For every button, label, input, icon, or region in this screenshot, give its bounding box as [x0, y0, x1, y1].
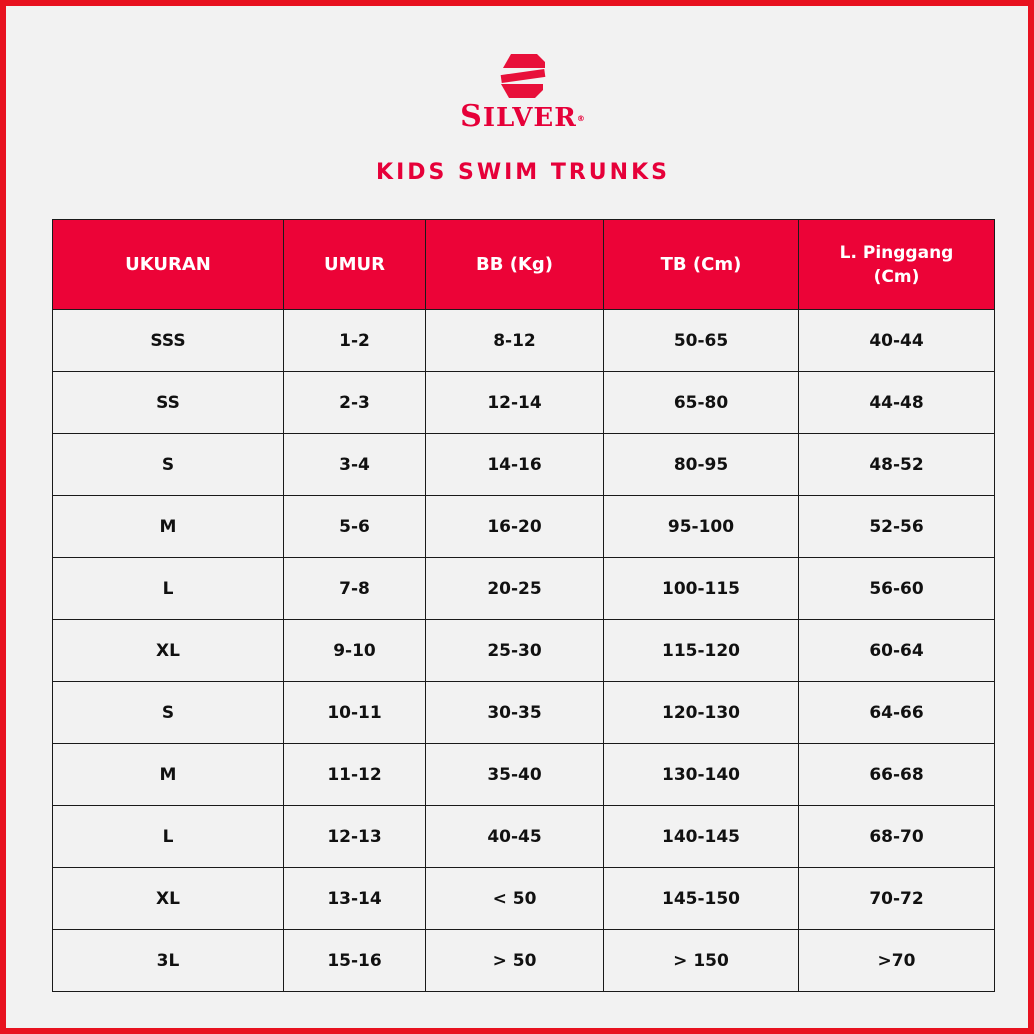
cell-size: S — [53, 682, 284, 744]
cell-age: 3-4 — [284, 434, 426, 496]
page-title: KIDS SWIM TRUNKS — [376, 160, 670, 185]
cell-height: 80-95 — [604, 434, 799, 496]
cell-weight: 25-30 — [426, 620, 604, 682]
cell-size: M — [53, 496, 284, 558]
cell-weight: 14-16 — [426, 434, 604, 496]
cell-weight: 30-35 — [426, 682, 604, 744]
cell-height: 130-140 — [604, 744, 799, 806]
cell-age: 9-10 — [284, 620, 426, 682]
cell-height: 120-130 — [604, 682, 799, 744]
cell-height: 140-145 — [604, 806, 799, 868]
cell-age: 15-16 — [284, 930, 426, 992]
cell-weight: 40-45 — [426, 806, 604, 868]
cell-age: 7-8 — [284, 558, 426, 620]
cell-waist: 66-68 — [799, 744, 995, 806]
cell-size: S — [53, 434, 284, 496]
cell-weight: > 50 — [426, 930, 604, 992]
brand-name: SILVER® — [460, 99, 586, 134]
cell-size: SS — [53, 372, 284, 434]
table-row — [53, 806, 995, 868]
cell-waist: 40-44 — [799, 310, 995, 372]
cell-waist: 52-56 — [799, 496, 995, 558]
cell-age: 12-13 — [284, 806, 426, 868]
table-row — [53, 682, 995, 744]
cell-height: 145-150 — [604, 868, 799, 930]
table-row — [53, 434, 995, 496]
cell-age: 13-14 — [284, 868, 426, 930]
table-row — [53, 744, 995, 806]
table-row — [53, 496, 995, 558]
cell-age: 10-11 — [284, 682, 426, 744]
cell-age: 2-3 — [284, 372, 426, 434]
cell-age: 1-2 — [284, 310, 426, 372]
cell-weight: 35-40 — [426, 744, 604, 806]
cell-weight: < 50 — [426, 868, 604, 930]
cell-height: 65-80 — [604, 372, 799, 434]
cell-waist: 44-48 — [799, 372, 995, 434]
cell-size: M — [53, 744, 284, 806]
cell-waist: 56-60 — [799, 558, 995, 620]
cell-size: XL — [53, 620, 284, 682]
cell-height: 100-115 — [604, 558, 799, 620]
cell-waist: 48-52 — [799, 434, 995, 496]
table-row — [53, 372, 995, 434]
size-chart-table — [52, 219, 995, 992]
table-row — [53, 868, 995, 930]
table-header-row — [53, 220, 995, 310]
cell-waist: 60-64 — [799, 620, 995, 682]
header-bb: BB (Kg) — [426, 220, 604, 310]
cell-height: 115-120 — [604, 620, 799, 682]
header-pinggang — [799, 220, 995, 310]
cell-size: XL — [53, 868, 284, 930]
cell-waist: >70 — [799, 930, 995, 992]
silver-s-logo-icon — [497, 52, 549, 100]
header-pinggang-line1: L. Pinggang — [839, 242, 954, 263]
cell-weight: 8-12 — [426, 310, 604, 372]
cell-waist: 64-66 — [799, 682, 995, 744]
cell-size: L — [53, 806, 284, 868]
cell-height: 50-65 — [604, 310, 799, 372]
header-tb: TB (Cm) — [604, 220, 799, 310]
cell-height: 95-100 — [604, 496, 799, 558]
cell-age: 5-6 — [284, 496, 426, 558]
cell-size: L — [53, 558, 284, 620]
cell-weight: 20-25 — [426, 558, 604, 620]
table-row — [53, 930, 995, 992]
cell-size: SSS — [53, 310, 284, 372]
brand-logo — [6, 52, 1034, 148]
header-ukuran: UKURAN — [53, 220, 284, 310]
cell-waist: 68-70 — [799, 806, 995, 868]
cell-age: 11-12 — [284, 744, 426, 806]
table-row — [53, 558, 995, 620]
table-row — [53, 310, 995, 372]
cell-height: > 150 — [604, 930, 799, 992]
cell-weight: 12-14 — [426, 372, 604, 434]
header-umur: UMUR — [284, 220, 426, 310]
cell-size: 3L — [53, 930, 284, 992]
cell-weight: 16-20 — [426, 496, 604, 558]
table-row — [53, 620, 995, 682]
header-pinggang-line2: (Cm) — [873, 266, 920, 287]
cell-waist: 70-72 — [799, 868, 995, 930]
